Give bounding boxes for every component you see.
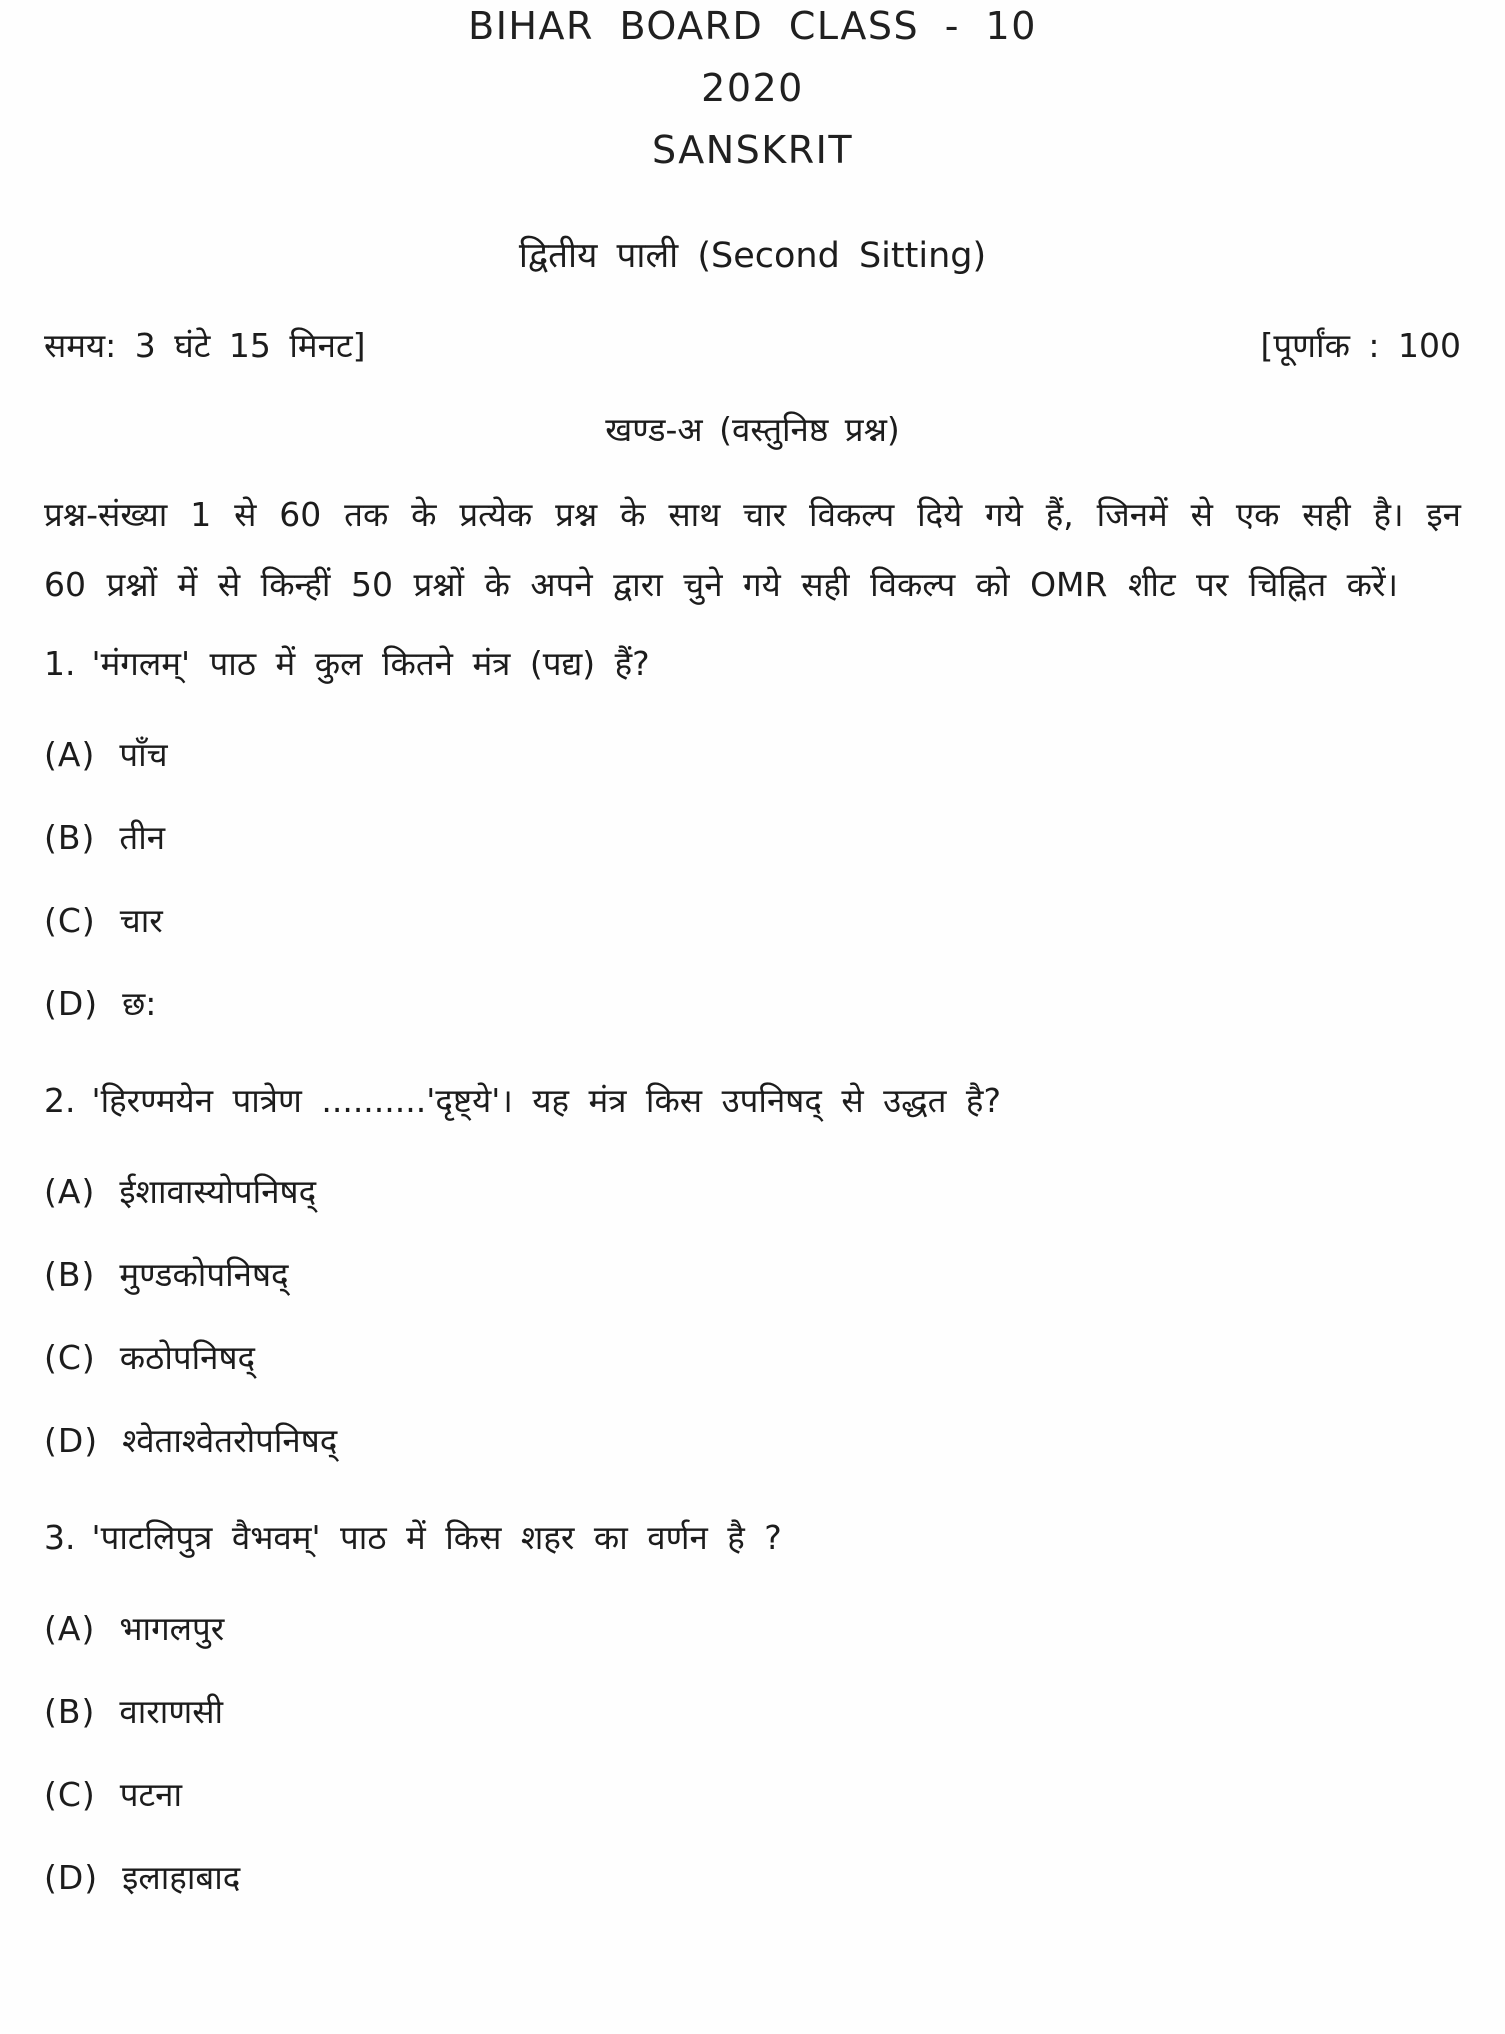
question-3-option-a [44, 1606, 1461, 1652]
question-1-option-c [44, 898, 1461, 944]
option-text: पाँच [119, 735, 168, 774]
question-1-number: 1. [44, 644, 76, 683]
option-label: (A) [44, 1609, 96, 1648]
option-label: (B) [44, 818, 96, 857]
question-1-text: 'मंगलम्' पाठ में कुल कितने मंत्र (पद्य) हैं? [91, 644, 650, 683]
question-3-text: 'पाटलिपुत्र वैभवम्' पाठ में किस शहर का वर्णन है ? [91, 1518, 782, 1557]
option-text: वाराणसी [119, 1692, 224, 1731]
option-label: (B) [44, 1692, 96, 1731]
board-title: BIHAR BOARD CLASS - 10 [468, 4, 1037, 48]
exam-year: 2020 [701, 66, 804, 110]
question-3-number: 3. [44, 1518, 76, 1557]
time-allowed: समय: 3 घंटे 15 मिनट] [44, 326, 366, 365]
question-1-option-b [44, 815, 1461, 861]
question-1-line [44, 640, 1461, 688]
option-label: (D) [44, 1421, 99, 1460]
option-label: (C) [44, 1775, 96, 1814]
option-text: छ: [122, 984, 157, 1023]
question-2 [44, 1077, 1461, 1464]
option-label: (D) [44, 984, 99, 1023]
question-3-option-d [44, 1855, 1461, 1901]
question-2-option-d [44, 1418, 1461, 1464]
question-2-option-a [44, 1169, 1461, 1215]
option-text: पटना [119, 1775, 183, 1814]
question-2-number: 2. [44, 1081, 76, 1120]
instructions-paragraph: प्रश्न-संख्या 1 से 60 तक के प्रत्येक प्रश्न के साथ चार विकल्प दिये गये हैं, जिनमें से एक सही है। इन 60 प्रश्नों में से किन्हीं 50 प्रश्नों के अपने द्वारा चुने गये सही विकल्प को OMR शीट पर चिह्नित करें। [44, 495, 1461, 604]
option-text: कठोपनिषद् [119, 1338, 256, 1377]
option-text: ईशावास्योपनिषद् [119, 1172, 317, 1211]
subject-title: SANSKRIT [651, 128, 854, 172]
option-label: (C) [44, 901, 96, 940]
meta-row [44, 324, 1461, 368]
option-text: चार [119, 901, 163, 940]
question-2-text: 'हिरण्मयेन पात्रेण ..........'दृष्ट्ये'। यह मंत्र किस उपनिषद् से उद्धत है? [91, 1081, 1001, 1120]
option-label: (A) [44, 735, 96, 774]
option-text: इलाहाबाद [122, 1858, 241, 1897]
section-heading: खण्ड-अ (वस्तुनिष्ठ प्रश्न) [605, 410, 900, 449]
option-label: (C) [44, 1338, 96, 1377]
question-2-option-b [44, 1252, 1461, 1298]
question-1-option-a [44, 732, 1461, 778]
question-1 [44, 640, 1461, 1027]
option-text: मुण्डकोपनिषद् [119, 1255, 289, 1294]
full-marks: [पूर्णांक : 100 [1260, 326, 1461, 365]
question-2-option-c [44, 1335, 1461, 1381]
question-3-line [44, 1514, 1461, 1562]
sitting-line: द्वितीय पाली (Second Sitting) [518, 236, 987, 276]
option-label: (D) [44, 1858, 99, 1897]
option-text: भागलपुर [119, 1609, 225, 1648]
question-2-line [44, 1077, 1461, 1125]
option-label: (B) [44, 1255, 96, 1294]
paper-header [44, 4, 1461, 282]
option-label: (A) [44, 1172, 96, 1211]
question-1-option-d [44, 981, 1461, 1027]
option-text: श्वेताश्वेतरोपनिषद् [122, 1421, 338, 1460]
question-3 [44, 1514, 1461, 1901]
question-3-option-c [44, 1772, 1461, 1818]
option-text: तीन [119, 818, 166, 857]
question-3-option-b [44, 1689, 1461, 1735]
